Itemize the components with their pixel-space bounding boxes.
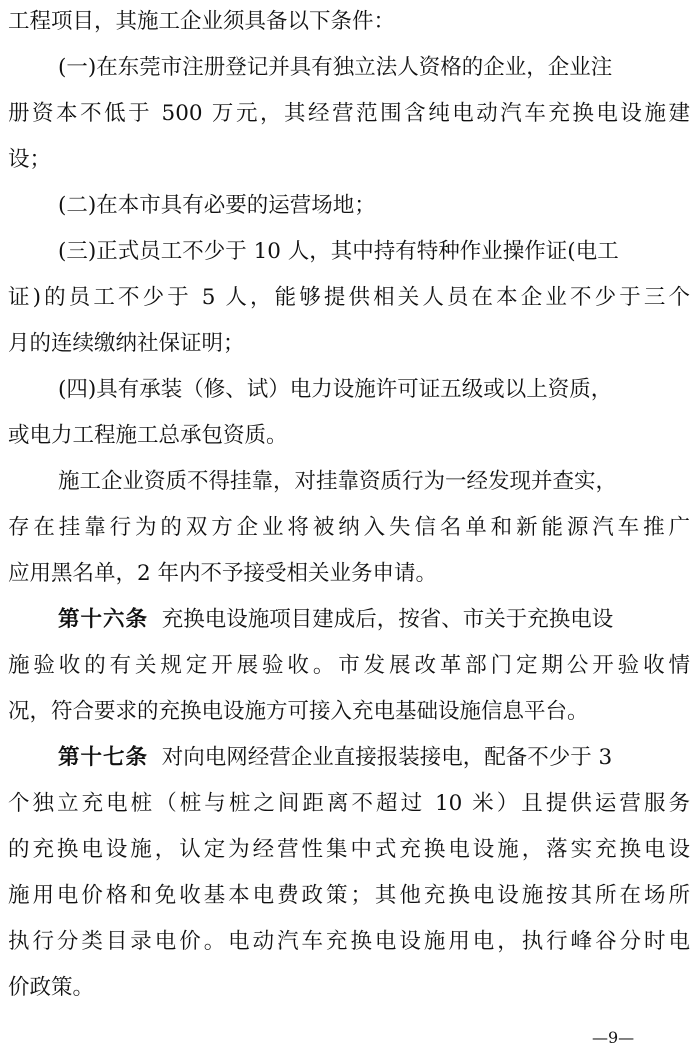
condition-4-line-2: 或电力工程施工总承包资质。	[8, 423, 288, 448]
qualification-paragraph-line-3: 应用黑名单，2 年内不予接受相关业务申请。	[8, 561, 438, 586]
qualification-paragraph-line-2: 存在挂靠行为的双方企业将被纳入失信名单和新能源汽车推广	[8, 515, 690, 540]
condition-1-line-3: 设；	[8, 147, 52, 172]
article-16-line-3: 况，符合要求的充换电设施方可接入充电基础设施信息平台。	[8, 699, 589, 724]
condition-1-line-1: (一)在东莞市注册登记并具有独立法人资格的企业，企业注	[58, 55, 613, 80]
text-line-1: 工程项目，其施工企业须具备以下条件：	[8, 9, 396, 34]
condition-3-line-3: 月的连续缴纳社保证明；	[8, 331, 245, 356]
page-number: —9—	[592, 1028, 635, 1047]
condition-2-line: (二)在本市具有必要的运营场地；	[58, 193, 376, 218]
article-16-line-2: 施验收的有关规定开展验收。市发展改革部门定期公开验收情	[8, 653, 690, 678]
article-17-heading: 第十七条	[58, 745, 149, 770]
qualification-paragraph-line-1: 施工企业资质不得挂靠，对挂靠资质行为一经发现并查实，	[58, 469, 618, 494]
article-17-line-5: 执行分类目录电价。电动汽车充换电设施用电，执行峰谷分时电	[8, 929, 690, 954]
article-17-text: 对向电网经营企业直接报装接电，配备不少于 3	[161, 745, 613, 770]
article-16-heading: 第十六条	[58, 607, 149, 632]
article-17-line-6: 价政策。	[8, 975, 95, 1000]
condition-3-line-1: (三)正式员工不少于 10 人，其中持有特种作业操作证(电工	[58, 239, 619, 264]
article-17-line-4: 施用电价格和免收基本电费政策；其他充换电设施按其所在场所	[8, 883, 690, 908]
article-17-line-3: 的充换电设施，认定为经营性集中式充换电设施，落实充换电设	[8, 837, 690, 862]
condition-1-line-2: 册资本不低于 500 万元，其经营范围含纯电动汽车充换电设施建	[8, 101, 690, 126]
article-17-line-1	[58, 738, 690, 778]
article-17-line-2: 个独立充电桩（桩与桩之间距离不超过 10 米）且提供运营服务	[8, 791, 690, 816]
article-16-line-1	[58, 600, 690, 640]
condition-3-line-2: 证)的员工不少于 5 人，能够提供相关人员在本企业不少于三个	[8, 285, 690, 310]
article-16-text: 充换电设施项目建成后，按省、市关于充换电设	[161, 607, 614, 632]
condition-4-line-1: (四)具有承装（修、试）电力设施许可证五级或以上资质，	[58, 377, 613, 402]
